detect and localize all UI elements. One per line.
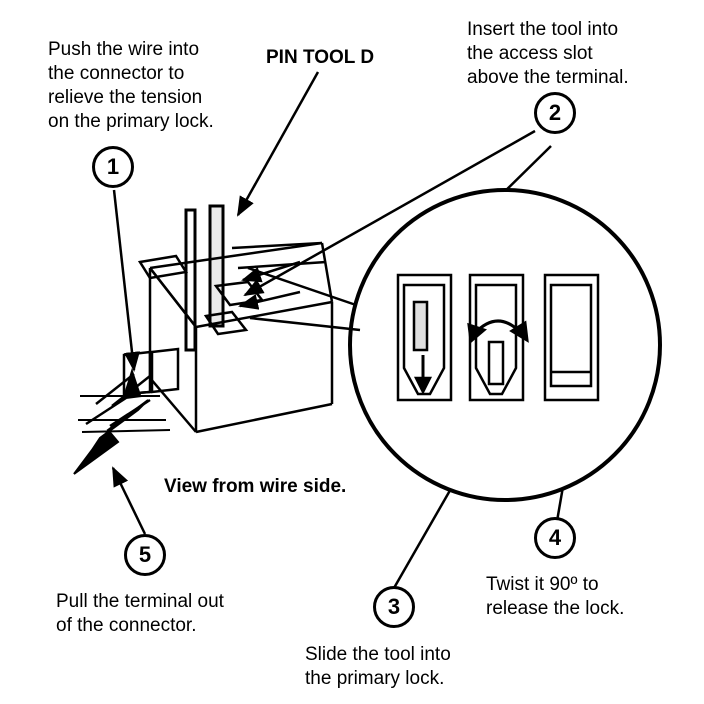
connector-body [140, 243, 332, 432]
step5-text-line1: Pull the terminal out [56, 591, 224, 612]
step2-text-line2: the access slot [467, 43, 593, 64]
step1-text-line1: Push the wire into [48, 39, 200, 60]
callout-2: 2 [534, 92, 576, 134]
view-label: View from wire side. [164, 476, 347, 497]
step2-text-line1: Insert the tool into [467, 19, 619, 40]
pin-tool-label: PIN TOOL D [266, 47, 375, 68]
wires [78, 374, 170, 432]
step4-text-line2: release the lock. [486, 598, 625, 619]
callout-3: 3 [373, 586, 415, 628]
callout-5: 5 [124, 534, 166, 576]
step1-text-line4: on the primary lock. [48, 111, 214, 132]
pin-tool-shade [210, 206, 223, 326]
step5-text-line2: of the connector. [56, 615, 197, 636]
pull-out-arrow [74, 400, 148, 474]
step4-text-line1: Twist it 90º to [486, 574, 599, 595]
push-arrow [124, 372, 140, 398]
step3-text-line2: the primary lock. [305, 668, 445, 689]
callout-1: 1 [92, 146, 134, 188]
step2-text-line3: above the terminal. [467, 67, 629, 88]
step1-text-line2: the connector to [48, 63, 185, 84]
step1-text-line3: relieve the tension [48, 87, 203, 108]
step3-text-line1: Slide the tool into [305, 644, 451, 665]
magnifier-circle [350, 190, 660, 500]
callout-4: 4 [534, 517, 576, 559]
